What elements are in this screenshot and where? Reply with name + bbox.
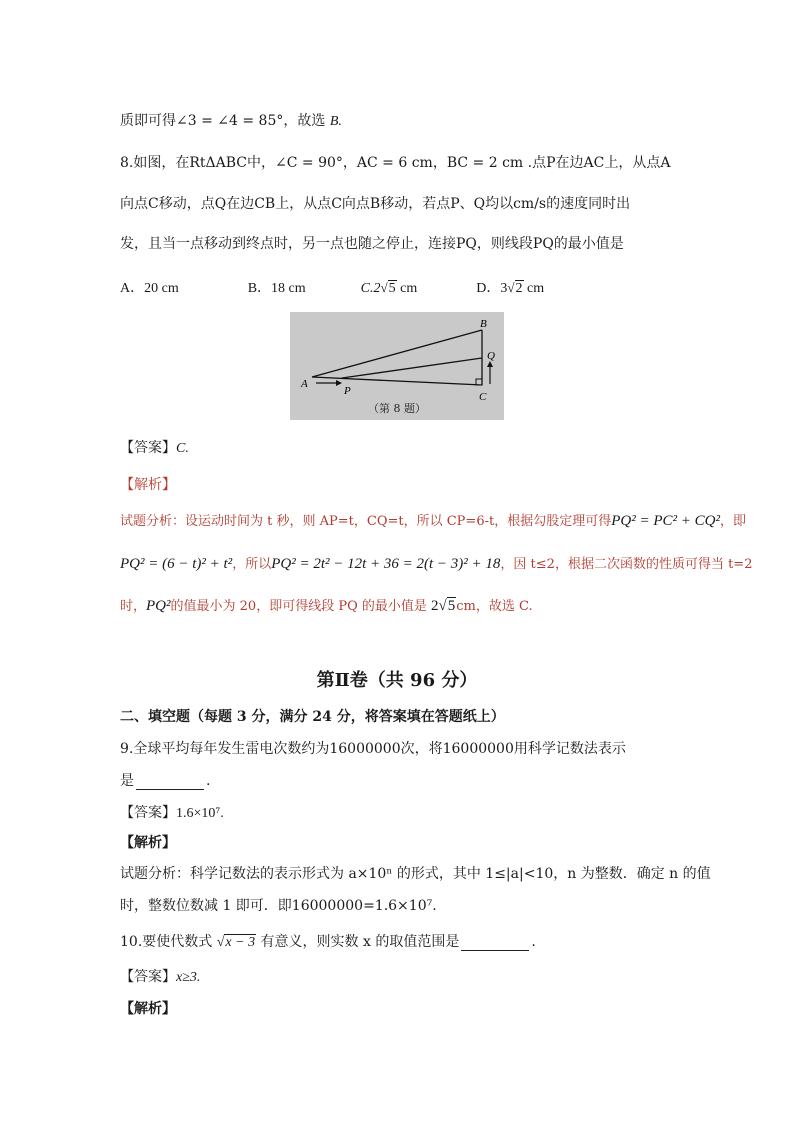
q10-line-1: 10.要使代数式 √x − 3 有意义，则实数 x 的取值范围是 . — [120, 934, 536, 950]
q9-answer: 【答案】1.6×10⁷. — [120, 805, 224, 821]
q9-line-2: 是 . — [120, 773, 211, 789]
intro-line — [120, 110, 342, 130]
label-a: A — [301, 378, 308, 390]
q8-analysis-line-2: PQ² = (6 − t)² + t²，所以PQ² = 2t² − 12t + 36 = 2(t − 3)² + 18，因 t≤2，根据二次函数的性质可得当 t=2 — [120, 556, 753, 572]
q8-analysis-label: 【解析】 — [120, 477, 176, 493]
arrow-ap-head — [336, 380, 342, 386]
section-title: 第Ⅱ卷（共 96 分） — [316, 670, 478, 691]
label-b: B — [480, 318, 487, 330]
triangle-figure — [290, 312, 504, 420]
expand-eq: PQ² = (6 − t)² + t² — [120, 556, 233, 572]
intro-choice: B. — [329, 114, 342, 129]
option-d: D．3√2 cm — [476, 280, 545, 296]
q10-answer-blank — [461, 938, 529, 951]
intro-text: 质即可得∠3 = ∠4 = 85°，故选 — [120, 113, 326, 129]
option-b: B．18 cm — [247, 281, 306, 296]
q10-answer: 【答案】x≥3. — [120, 969, 201, 985]
answer-label: 【答案】 — [120, 440, 176, 456]
q8-line-3: 发，且当一点移动到终点时，另一点也随之停止，连接PQ，则线段PQ的最小值是 — [120, 236, 624, 252]
label-c: C — [479, 391, 487, 403]
q9-analysis-line-2: 时，整数位数减 1 即可．即16000000=1.6×10⁷. — [120, 898, 437, 914]
q8-analysis-line-1: 试题分析：设运动时间为 t 秒，则 AP=t，CQ=t，所以 CP=6-t，根据勾股定理可得PQ² = PC² + CQ²，即 — [120, 513, 746, 529]
label-q: Q — [487, 350, 495, 362]
label-p: P — [344, 385, 351, 397]
q8-analysis-line-3: 时，PQ²的值最小为 20，即可得线段 PQ 的最小值是 2√5cm，故选 C. — [120, 598, 533, 614]
right-angle-mark — [476, 379, 482, 385]
q9-analysis-label: 【解析】 — [120, 835, 176, 851]
q8-line-1: 8.如图，在RtΔABC中，∠C = 90°，AC = 6 cm，BC = 2 cm .点P在边AC上，从点A — [120, 155, 671, 171]
section-heading: 二、填空题（每题 3 分，满分 24 分，将答案填在答题纸上） — [120, 709, 505, 725]
pythag-eq: PQ² = PC² + CQ² — [611, 513, 720, 529]
option-c: C.2√5 cm — [360, 280, 418, 296]
answer-value: C. — [176, 441, 189, 456]
q8-options — [120, 277, 544, 297]
q8-line-2: 向点C移动，点Q在边CB上，从点C向点B移动，若点P、Q均以cm/s的速度同时出 — [120, 196, 631, 212]
option-a: A．20 cm — [120, 281, 179, 296]
quadratic-eq: PQ² = 2t² − 12t + 36 = 2(t − 3)² + 18 — [271, 556, 501, 572]
figure-caption: （第 8 题） — [368, 402, 426, 415]
q8-answer — [120, 437, 189, 457]
q9-answer-blank — [136, 777, 204, 790]
q9-line-1: 9.全球平均每年发生雷电次数约为16000000次，将16000000用科学记数法表示 — [120, 741, 626, 757]
q10-analysis-label: 【解析】 — [120, 1001, 176, 1017]
q9-analysis-line-1: 试题分析：科学记数法的表示形式为 a×10ⁿ 的形式，其中 1≤|a|<10，n 为整数．确定 n 的值 — [120, 866, 711, 882]
line-pq — [342, 358, 482, 378]
